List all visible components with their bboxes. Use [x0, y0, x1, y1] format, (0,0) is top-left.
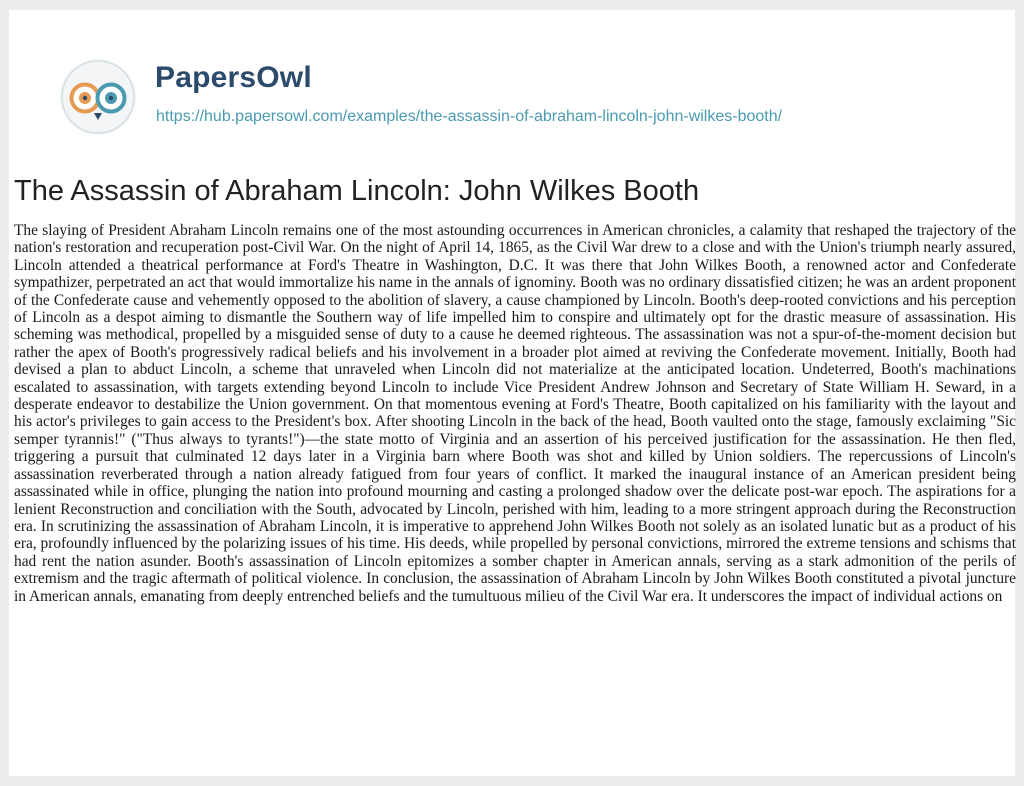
source-url-link[interactable]: https://hub.papersowl.com/examples/the-assassin-of-abraham-lincoln-john-wilkes-booth/: [156, 108, 783, 125]
essay-title: The Assassin of Abraham Lincoln: John Wilkes Booth: [14, 175, 700, 207]
brand-header: [59, 58, 959, 138]
owl-logo-icon: [59, 58, 137, 136]
brand-name: PapersOwl: [155, 61, 312, 94]
document-page: [9, 10, 1015, 776]
essay-body: The slaying of President Abraham Lincoln remains one of the most astounding occurrences in American chronicles, a calamity that reshaped the trajectory of the nation's restoration and recuperation post-Civil War. On the night of April 14, 1865, as the Civil War drew to a close and with the Union's triumph nearly assured, Lincoln attended a theatrical performance at Ford's Theatre in Washington, D.C. It was there that John Wilkes Booth, a renowned actor and Confederate sympathizer, perpetrated an act that would immortalize his name in the annals of ignominy. Booth was no ordinary dissatisfied citizen; he was an ardent proponent of the Confederate cause and vehemently opposed to the abolition of slavery, a cause championed by Lincoln. Booth's deep-rooted convictions and his perception of Lincoln as a despot aiming to dismantle the Southern way of life impelled him to conspire and ultimately opt for the drastic measure of assassination. His scheming was methodical, propelled by a misguided sense of duty to a cause he deemed righteous. The assassination was not a spur-of-the-moment decision but rather the apex of Booth's progressively radical beliefs and his involvement in a broader plot aimed at reviving the Confederate movement. Initially, Booth had devised a plan to abduct Lincoln, a scheme that unraveled when Lincoln did not materialize at the anticipated location. Undeterred, Booth's machinations escalated to assassination, with targets extending beyond Lincoln to include Vice President Andrew Johnson and Secretary of State William H. Seward, in a desperate endeavor to destabilize the Union government. On that momentous evening at Ford's Theatre, Booth capitalized on his familiarity with the layout and his actor's privileges to gain access to the President's box. After shooting Lincoln in the back of the head, Booth vaulted onto the stage, famously exclaiming "Sic semper tyrannis!" ("Thus always to tyrants!")—the state motto of Virginia and an assertion of his perceived justification for the assassination. He then fled, triggering a pursuit that culminated 12 days later in a Virginia barn where Booth was shot and killed by Union soldiers. The repercussions of Lincoln's assassination reverberated through a nation already fatigued from four years of conflict. It marked the inaugural instance of an American president being assassinated while in office, plunging the nation into profound mourning and casting a prolonged shadow over the delicate post-war epoch. The aspirations for a lenient Reconstruction and conciliation with the South, advocated by Lincoln, perished with him, leading to a more stringent approach during the Reconstruction era. In scrutinizing the assassination of Abraham Lincoln, it is imperative to apprehend John Wilkes Booth not solely as an isolated lunatic but as a product of his era, profoundly influenced by the polarizing issues of his time. His deeds, while propelled by personal convictions, mirrored the extreme tensions and schisms that had rent the nation asunder. Booth's assassination of Lincoln epitomizes a somber chapter in American annals, serving as a stark admonition of the perils of extremism and the tragic aftermath of political violence. In conclusion, the assassination of Abraham Lincoln by John Wilkes Booth constituted a pivotal juncture in American annals, emanating from deeply entrenched beliefs and the tumultuous milieu of the Civil War era. It underscores the impact of individual actions on: [14, 222, 1016, 605]
